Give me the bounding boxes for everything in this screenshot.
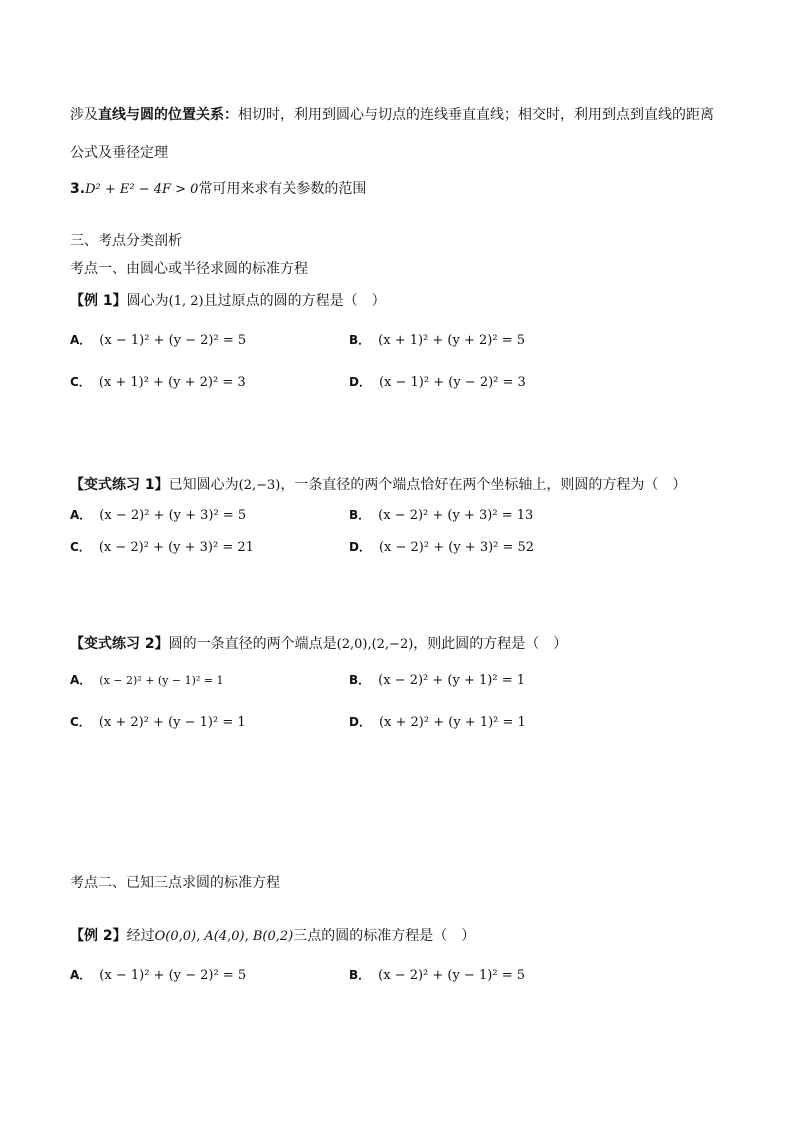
variant-2-option-a[interactable]: [70, 671, 224, 688]
option-math: (x − 1)² + (y − 2)² = 5: [99, 968, 247, 983]
option-label: A．: [70, 673, 92, 687]
variant-2-option-d[interactable]: [349, 713, 526, 730]
option-math: (x − 2)² + (y − 1)² = 5: [378, 968, 525, 983]
option-math: (x − 2)² + (y + 1)² = 1: [378, 673, 525, 688]
example-2-option-a[interactable]: [70, 966, 246, 983]
variant-2-label: 【变式练习 2】: [70, 636, 169, 652]
variant-1-option-a[interactable]: [70, 506, 246, 523]
option-label: B．: [349, 333, 371, 347]
example-2-label: 【例 2】: [70, 928, 127, 944]
option-label: D．: [349, 375, 371, 389]
example-1-option-b[interactable]: [349, 331, 525, 348]
example-2-points: O(0,0), A(4,0), B(0,2): [154, 929, 294, 944]
intro-line-1: [70, 104, 714, 124]
option-math: (x − 2)² + (y + 3)² = 52: [378, 540, 535, 555]
section-title: 三、考点分类剖析: [70, 233, 182, 249]
intro-item-number: 3.: [70, 181, 86, 197]
intro-rest: 相切时，利用到圆心与切点的连线垂直直线；相交时，利用到点到直线的距离: [238, 107, 714, 123]
option-label: B．: [349, 508, 371, 522]
variant-1-stem-b: ，一条直径的两个端点恰好在两个坐标轴上，则圆的方程为（ ）: [280, 477, 687, 493]
intro-prefix: 涉及: [70, 107, 98, 123]
variant-1-option-b[interactable]: [349, 506, 533, 523]
option-math: (x + 2)² + (y + 1)² = 1: [378, 715, 526, 730]
example-1-option-a[interactable]: [70, 331, 246, 348]
variant-1-stem-a: 已知圆心为: [168, 477, 239, 493]
option-label: D．: [349, 715, 371, 729]
example-1-center: (1, 2): [168, 294, 204, 309]
example-1-option-d[interactable]: [349, 373, 526, 390]
option-math: (x − 2)² + (y + 3)² = 13: [378, 508, 534, 523]
option-math: (x + 1)² + (y + 2)² = 3: [98, 375, 246, 390]
option-label: D．: [349, 540, 371, 554]
variant-1-center: (2,−3): [238, 478, 281, 493]
variant-2-option-b[interactable]: [349, 671, 525, 688]
example-2-stem-b: 三点的圆的标准方程是（ ）: [293, 928, 476, 944]
variant-2-endpoints: (2,0),(2,−2): [336, 637, 414, 652]
example-1-stem: [70, 290, 386, 310]
variant-2-option-c[interactable]: [70, 713, 246, 730]
variant-2-stem-a: 圆的一条直径的两个端点是: [168, 636, 337, 652]
option-math: (x − 2)² + (y − 1)² = 1: [99, 674, 224, 687]
example-1-option-c[interactable]: [70, 373, 246, 390]
example-1-stem-b: 且过原点的圆的方程是（ ）: [203, 293, 386, 309]
example-2-stem-a: 经过: [126, 928, 155, 944]
option-math: (x − 1)² + (y − 2)² = 3: [378, 375, 526, 390]
example-1-stem-a: 圆心为: [126, 293, 169, 309]
variant-1-option-c[interactable]: [70, 538, 254, 555]
example-1-label: 【例 1】: [70, 293, 127, 309]
option-label: B．: [349, 968, 371, 982]
option-label: A．: [70, 968, 92, 982]
variant-1-option-d[interactable]: [349, 538, 534, 555]
intro-inequality: D² + E² − 4F > 0: [85, 182, 199, 197]
option-math: (x − 2)² + (y + 3)² = 5: [99, 508, 247, 523]
variant-1-stem: [70, 474, 686, 494]
variant-1-label: 【变式练习 1】: [70, 477, 169, 493]
option-label: C．: [70, 540, 91, 554]
option-math: (x − 2)² + (y + 3)² = 21: [98, 540, 254, 555]
intro-line-2: 公式及垂径定理: [70, 145, 168, 161]
option-label: A．: [70, 333, 92, 347]
intro-bold-topic: 直线与圆的位置关系：: [98, 107, 238, 123]
option-label: C．: [70, 375, 91, 389]
kaodian-1-title: 考点一、由圆心或半径求圆的标准方程: [70, 261, 308, 277]
intro-line-3: [70, 178, 366, 198]
option-label: A．: [70, 508, 92, 522]
option-math: (x + 1)² + (y + 2)² = 5: [378, 333, 525, 348]
option-label: C．: [70, 715, 91, 729]
option-math: (x + 2)² + (y − 1)² = 1: [98, 715, 246, 730]
option-math: (x − 1)² + (y − 2)² = 5: [99, 333, 247, 348]
option-label: B．: [349, 673, 371, 687]
variant-2-stem-b: ，则此圆的方程是（ ）: [413, 636, 568, 652]
example-2-stem: [70, 925, 475, 945]
example-2-option-b[interactable]: [349, 966, 525, 983]
intro-line-3-text: 常可用来求有关参数的范围: [198, 181, 367, 197]
kaodian-2-title: 考点二、已知三点求圆的标准方程: [70, 875, 280, 891]
variant-2-stem: [70, 633, 567, 653]
